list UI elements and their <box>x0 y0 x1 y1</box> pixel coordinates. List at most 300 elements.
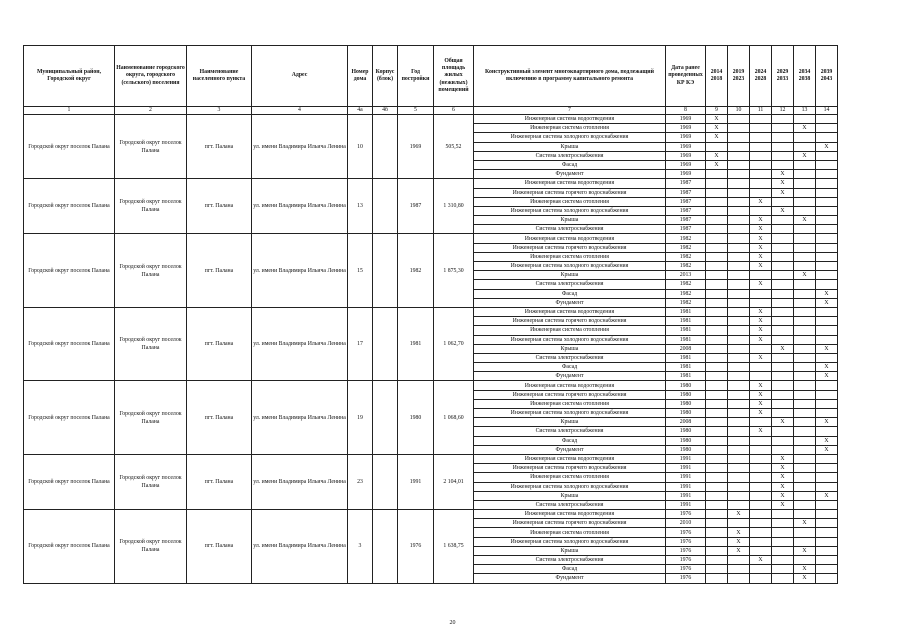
column-number: 4 <box>252 107 348 115</box>
period-mark-cell <box>750 454 772 463</box>
table-header <box>24 46 838 115</box>
period-mark-cell <box>794 142 816 151</box>
period-mark-cell <box>706 344 728 353</box>
period-mark-cell <box>706 464 728 473</box>
period-mark-cell <box>772 372 794 381</box>
column-number: 14 <box>816 107 838 115</box>
header-period: 2014 2018 <box>706 46 728 107</box>
period-mark-cell <box>750 546 772 555</box>
header-area: Общая площадь жилых (нежилых) помещений <box>434 46 474 107</box>
period-mark-cell <box>706 537 728 546</box>
period-mark-cell: X <box>706 151 728 160</box>
column-number: 9 <box>706 107 728 115</box>
period-mark-cell <box>772 262 794 271</box>
period-mark-cell <box>728 445 750 454</box>
period-mark-cell: X <box>794 565 816 574</box>
column-number: 13 <box>794 107 816 115</box>
element-cell: Система электроснабжения <box>474 500 666 509</box>
house-number-cell: 17 <box>348 307 373 381</box>
period-mark-cell <box>706 197 728 206</box>
date-cell: 1969 <box>666 133 706 142</box>
date-cell: 1981 <box>666 363 706 372</box>
period-mark-cell <box>772 556 794 565</box>
period-mark-cell <box>794 445 816 454</box>
house-year-cell: 1976 <box>398 510 434 584</box>
date-cell: 1980 <box>666 427 706 436</box>
date-cell: 1982 <box>666 298 706 307</box>
period-mark-cell <box>728 454 750 463</box>
period-mark-cell <box>728 179 750 188</box>
date-cell: 1982 <box>666 243 706 252</box>
column-number: 2 <box>115 107 187 115</box>
period-mark-cell <box>794 197 816 206</box>
period-mark-cell <box>728 234 750 243</box>
period-mark-cell <box>706 519 728 528</box>
period-mark-cell <box>772 390 794 399</box>
element-cell: Фундамент <box>474 574 666 583</box>
period-mark-cell <box>794 326 816 335</box>
period-mark-cell <box>794 206 816 215</box>
table-row <box>24 454 838 463</box>
date-cell: 1980 <box>666 399 706 408</box>
column-number: 5 <box>398 107 434 115</box>
period-mark-cell <box>728 170 750 179</box>
house-okrug-cell: Городской округ поселок Палана <box>115 381 187 455</box>
period-mark-cell <box>772 574 794 583</box>
date-cell: 1987 <box>666 225 706 234</box>
date-cell: 1981 <box>666 353 706 362</box>
period-mark-cell <box>706 252 728 261</box>
period-mark-cell: X <box>750 243 772 252</box>
date-cell: 1991 <box>666 482 706 491</box>
element-cell: Инженерная система водоотведения <box>474 307 666 316</box>
house-mun-cell: Городской округ поселок Палана <box>24 454 115 509</box>
period-mark-cell <box>728 556 750 565</box>
table-row <box>24 381 838 390</box>
element-cell: Инженерная система холодного водоснабжения <box>474 482 666 491</box>
period-mark-cell <box>728 464 750 473</box>
period-mark-cell <box>816 216 838 225</box>
period-mark-cell <box>794 491 816 500</box>
period-mark-cell: X <box>816 289 838 298</box>
element-cell: Инженерная система холодного водоснабжения <box>474 335 666 344</box>
period-mark-cell: X <box>816 418 838 427</box>
period-mark-cell <box>728 280 750 289</box>
period-mark-cell <box>794 399 816 408</box>
period-mark-cell <box>772 519 794 528</box>
period-mark-cell <box>706 510 728 519</box>
column-number: 4б <box>373 107 398 115</box>
element-cell: Инженерная система горячего водоснабжения <box>474 519 666 528</box>
period-mark-cell <box>816 151 838 160</box>
period-mark-cell <box>772 298 794 307</box>
element-cell: Инженерная система горячего водоснабжения <box>474 188 666 197</box>
period-mark-cell <box>750 372 772 381</box>
period-mark-cell <box>728 565 750 574</box>
period-mark-cell <box>772 151 794 160</box>
period-mark-cell <box>794 307 816 316</box>
period-mark-cell <box>750 574 772 583</box>
period-mark-cell <box>728 473 750 482</box>
period-mark-cell <box>794 289 816 298</box>
period-mark-cell <box>750 565 772 574</box>
period-mark-cell: X <box>794 124 816 133</box>
period-mark-cell <box>728 436 750 445</box>
period-mark-cell <box>706 418 728 427</box>
date-cell: 1980 <box>666 409 706 418</box>
period-mark-cell <box>772 243 794 252</box>
period-mark-cell <box>816 381 838 390</box>
period-mark-cell <box>728 390 750 399</box>
house-address-cell: ул. имени Владимира Ильича Ленина <box>252 454 348 509</box>
period-mark-cell <box>750 124 772 133</box>
period-mark-cell <box>706 409 728 418</box>
element-cell: Фасад <box>474 565 666 574</box>
period-mark-cell: X <box>794 546 816 555</box>
house-punkt-cell: пгт. Палана <box>187 510 252 584</box>
period-mark-cell <box>816 537 838 546</box>
period-mark-cell <box>794 188 816 197</box>
table-body <box>24 115 838 584</box>
period-mark-cell <box>750 188 772 197</box>
period-mark-cell: X <box>816 298 838 307</box>
date-cell: 1969 <box>666 124 706 133</box>
period-mark-cell <box>706 170 728 179</box>
period-mark-cell: X <box>728 510 750 519</box>
period-mark-cell: X <box>772 344 794 353</box>
period-mark-cell <box>816 160 838 169</box>
date-cell: 1982 <box>666 289 706 298</box>
date-cell: 1991 <box>666 454 706 463</box>
period-mark-cell <box>728 160 750 169</box>
period-mark-cell <box>772 409 794 418</box>
element-cell: Инженерная система отопления <box>474 473 666 482</box>
period-mark-cell <box>816 326 838 335</box>
period-mark-cell <box>816 574 838 583</box>
period-mark-cell <box>728 500 750 509</box>
period-mark-cell <box>706 556 728 565</box>
period-mark-cell <box>750 206 772 215</box>
period-mark-cell <box>794 510 816 519</box>
period-mark-cell <box>728 216 750 225</box>
house-mun-cell: Городской округ поселок Палана <box>24 381 115 455</box>
house-mun-cell: Городской округ поселок Палана <box>24 179 115 234</box>
period-mark-cell <box>706 206 728 215</box>
period-mark-cell <box>706 436 728 445</box>
period-mark-cell <box>816 307 838 316</box>
element-cell: Инженерная система водоотведения <box>474 381 666 390</box>
house-korpus-cell <box>373 234 398 308</box>
date-cell: 1981 <box>666 335 706 344</box>
period-mark-cell <box>816 234 838 243</box>
period-mark-cell <box>706 482 728 491</box>
period-mark-cell <box>794 390 816 399</box>
period-mark-cell <box>706 390 728 399</box>
element-cell: Инженерная система отопления <box>474 326 666 335</box>
period-mark-cell <box>772 381 794 390</box>
period-mark-cell <box>794 335 816 344</box>
period-mark-cell: X <box>750 280 772 289</box>
element-cell: Крыша <box>474 491 666 500</box>
period-mark-cell <box>772 280 794 289</box>
date-cell: 1969 <box>666 160 706 169</box>
element-cell: Инженерная система отопления <box>474 399 666 408</box>
table-row <box>24 234 838 243</box>
period-mark-cell: X <box>750 317 772 326</box>
period-mark-cell: X <box>772 464 794 473</box>
period-mark-cell <box>816 262 838 271</box>
period-mark-cell <box>794 262 816 271</box>
period-mark-cell: X <box>750 234 772 243</box>
period-mark-cell: X <box>728 528 750 537</box>
period-mark-cell <box>794 556 816 565</box>
period-mark-cell <box>728 317 750 326</box>
element-cell: Инженерная система водоотведения <box>474 234 666 243</box>
house-number-cell: 15 <box>348 234 373 308</box>
header-house: Номер дома <box>348 46 373 107</box>
period-mark-cell <box>728 133 750 142</box>
house-address-cell: ул. имени Владимира Ильича Ленина <box>252 234 348 308</box>
element-cell: Инженерная система отопления <box>474 528 666 537</box>
period-mark-cell: X <box>794 151 816 160</box>
period-mark-cell: X <box>772 170 794 179</box>
period-mark-cell <box>750 179 772 188</box>
period-mark-cell <box>706 234 728 243</box>
period-mark-cell <box>816 565 838 574</box>
program-table <box>23 45 838 584</box>
period-mark-cell <box>816 124 838 133</box>
date-cell: 1976 <box>666 510 706 519</box>
period-mark-cell: X <box>750 381 772 390</box>
date-cell: 1991 <box>666 491 706 500</box>
period-mark-cell <box>816 454 838 463</box>
period-mark-cell <box>816 556 838 565</box>
house-year-cell: 1991 <box>398 454 434 509</box>
period-mark-cell <box>772 445 794 454</box>
period-mark-cell <box>794 317 816 326</box>
date-cell: 1976 <box>666 574 706 583</box>
period-mark-cell <box>728 491 750 500</box>
header-korpus: Корпус (блок) <box>373 46 398 107</box>
period-mark-cell <box>728 307 750 316</box>
house-year-cell: 1981 <box>398 307 434 381</box>
house-year-cell: 1969 <box>398 115 434 179</box>
period-mark-cell <box>794 252 816 261</box>
house-number-cell: 19 <box>348 381 373 455</box>
house-punkt-cell: пгт. Палана <box>187 454 252 509</box>
period-mark-cell: X <box>772 491 794 500</box>
period-mark-cell <box>794 280 816 289</box>
element-cell: Крыша <box>474 418 666 427</box>
house-address-cell: ул. имени Владимира Ильича Ленина <box>252 115 348 179</box>
period-mark-cell: X <box>750 326 772 335</box>
period-mark-cell: X <box>772 500 794 509</box>
house-mun-cell: Городской округ поселок Палана <box>24 115 115 179</box>
date-cell: 1980 <box>666 381 706 390</box>
period-mark-cell <box>816 390 838 399</box>
period-mark-cell: X <box>816 491 838 500</box>
date-cell: 1987 <box>666 216 706 225</box>
period-mark-cell <box>794 454 816 463</box>
period-mark-cell <box>794 436 816 445</box>
period-mark-cell <box>816 115 838 124</box>
date-cell: 1987 <box>666 188 706 197</box>
period-mark-cell <box>706 363 728 372</box>
period-mark-cell <box>794 500 816 509</box>
date-cell: 1982 <box>666 280 706 289</box>
period-mark-cell <box>750 170 772 179</box>
header-element: Конструктивный элемент многоквартирного дома, подлежащий включению в программу капитального ремонта <box>474 46 666 107</box>
column-number: 4а <box>348 107 373 115</box>
period-mark-cell <box>706 372 728 381</box>
date-cell: 1981 <box>666 307 706 316</box>
period-mark-cell <box>816 510 838 519</box>
period-mark-cell <box>706 353 728 362</box>
period-mark-cell: X <box>750 307 772 316</box>
house-mun-cell: Городской округ поселок Палана <box>24 307 115 381</box>
period-mark-cell: X <box>728 537 750 546</box>
element-cell: Крыша <box>474 142 666 151</box>
element-cell: Инженерная система холодного водоснабжения <box>474 537 666 546</box>
period-mark-cell: X <box>750 335 772 344</box>
date-cell: 1976 <box>666 565 706 574</box>
element-cell: Система электроснабжения <box>474 225 666 234</box>
header-period: 2039 2043 <box>816 46 838 107</box>
period-mark-cell <box>772 234 794 243</box>
period-mark-cell <box>772 510 794 519</box>
period-mark-cell <box>728 298 750 307</box>
element-cell: Крыша <box>474 216 666 225</box>
date-cell: 1981 <box>666 326 706 335</box>
period-mark-cell <box>816 546 838 555</box>
period-mark-cell: X <box>728 546 750 555</box>
period-mark-cell <box>750 436 772 445</box>
program-table-sheet <box>23 45 838 584</box>
period-mark-cell <box>750 289 772 298</box>
period-mark-cell <box>706 528 728 537</box>
period-mark-cell <box>750 537 772 546</box>
date-cell: 1981 <box>666 372 706 381</box>
period-mark-cell: X <box>706 160 728 169</box>
column-number: 3 <box>187 107 252 115</box>
period-mark-cell <box>772 537 794 546</box>
period-mark-cell <box>728 353 750 362</box>
period-mark-cell: X <box>750 353 772 362</box>
house-number-cell: 13 <box>348 179 373 234</box>
period-mark-cell <box>706 142 728 151</box>
period-mark-cell <box>794 409 816 418</box>
period-mark-cell <box>706 335 728 344</box>
period-mark-cell <box>816 243 838 252</box>
period-mark-cell <box>772 133 794 142</box>
period-mark-cell <box>706 243 728 252</box>
period-mark-cell <box>728 418 750 427</box>
period-mark-cell <box>772 160 794 169</box>
period-mark-cell <box>794 234 816 243</box>
period-mark-cell: X <box>750 409 772 418</box>
period-mark-cell <box>772 124 794 133</box>
period-mark-cell <box>728 271 750 280</box>
house-korpus-cell <box>373 510 398 584</box>
period-mark-cell <box>772 546 794 555</box>
house-number-cell: 3 <box>348 510 373 584</box>
period-mark-cell <box>816 473 838 482</box>
element-cell: Инженерная система водоотведения <box>474 454 666 463</box>
period-mark-cell: X <box>750 252 772 261</box>
house-korpus-cell <box>373 179 398 234</box>
period-mark-cell: X <box>816 445 838 454</box>
date-cell: 1987 <box>666 206 706 215</box>
period-mark-cell: X <box>816 363 838 372</box>
house-punkt-cell: пгт. Палана <box>187 234 252 308</box>
period-mark-cell <box>816 427 838 436</box>
period-mark-cell <box>794 115 816 124</box>
period-mark-cell <box>816 353 838 362</box>
date-cell: 1987 <box>666 179 706 188</box>
house-punkt-cell: пгт. Палана <box>187 381 252 455</box>
house-mun-cell: Городской округ поселок Палана <box>24 234 115 308</box>
period-mark-cell <box>706 317 728 326</box>
period-mark-cell <box>750 482 772 491</box>
house-okrug-cell: Городской округ поселок Палана <box>115 307 187 381</box>
house-okrug-cell: Городской округ поселок Палана <box>115 234 187 308</box>
period-mark-cell <box>772 307 794 316</box>
period-mark-cell <box>706 326 728 335</box>
house-address-cell: ул. имени Владимира Ильича Ленина <box>252 381 348 455</box>
period-mark-cell <box>706 188 728 197</box>
period-mark-cell <box>750 133 772 142</box>
column-number: 6 <box>434 107 474 115</box>
column-number-row <box>24 107 838 115</box>
period-mark-cell <box>772 399 794 408</box>
period-mark-cell <box>728 142 750 151</box>
period-mark-cell <box>728 289 750 298</box>
period-mark-cell <box>816 225 838 234</box>
period-mark-cell <box>706 307 728 316</box>
house-year-cell: 1987 <box>398 179 434 234</box>
period-mark-cell <box>750 519 772 528</box>
period-mark-cell: X <box>794 271 816 280</box>
period-mark-cell <box>706 179 728 188</box>
house-korpus-cell <box>373 307 398 381</box>
period-mark-cell: X <box>706 115 728 124</box>
house-year-cell: 1980 <box>398 381 434 455</box>
date-cell: 2008 <box>666 418 706 427</box>
house-number-cell: 23 <box>348 454 373 509</box>
house-korpus-cell <box>373 115 398 179</box>
house-area-cell: 505,52 <box>434 115 474 179</box>
period-mark-cell <box>728 482 750 491</box>
period-mark-cell: X <box>772 454 794 463</box>
period-mark-cell <box>728 151 750 160</box>
period-mark-cell <box>728 409 750 418</box>
date-cell: 1976 <box>666 546 706 555</box>
period-mark-cell <box>728 344 750 353</box>
house-area-cell: 1 310,80 <box>434 179 474 234</box>
period-mark-cell <box>750 344 772 353</box>
date-cell: 1982 <box>666 252 706 261</box>
house-address-cell: ул. имени Владимира Ильича Ленина <box>252 307 348 381</box>
period-mark-cell: X <box>772 206 794 215</box>
period-mark-cell: X <box>772 482 794 491</box>
period-mark-cell <box>794 243 816 252</box>
date-cell: 1991 <box>666 464 706 473</box>
period-mark-cell <box>816 271 838 280</box>
period-mark-cell <box>706 565 728 574</box>
page-number: 20 <box>449 620 456 626</box>
date-cell: 2008 <box>666 344 706 353</box>
period-mark-cell <box>706 454 728 463</box>
